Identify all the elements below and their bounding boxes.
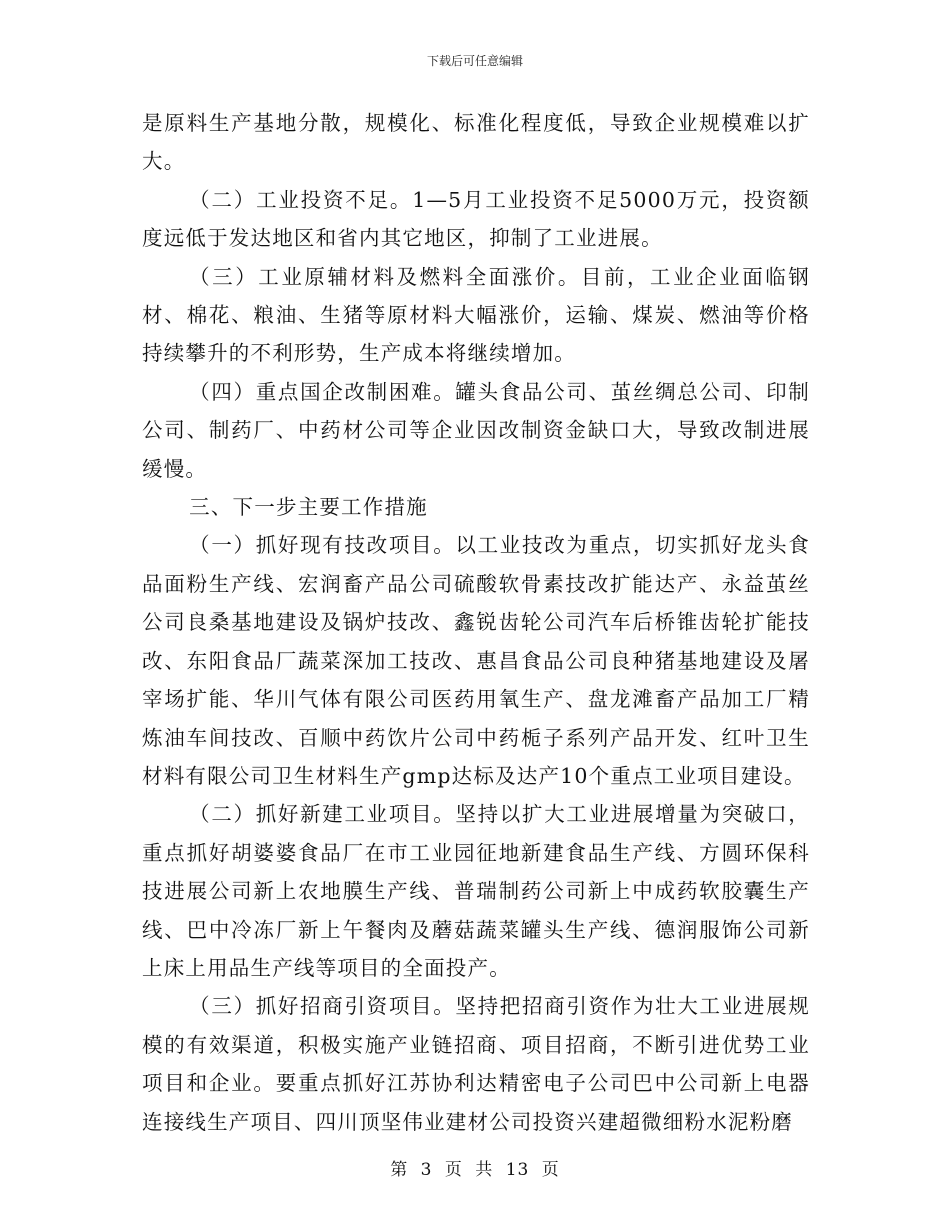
paragraph-6: （二）抓好新建工业项目。坚持以扩大工业进展增量为突破口，重点抓好胡婆婆食品厂在市工业园征地新建食品生产线、方圆环保科技进展公司新上农地膜生产线、普瑞制药公司新上中成药软胶囊生产线、巴中冷冻厂新上午餐肉及蘑菇蔬菜罐头生产线、德润服饰公司新上床上用品生产线等项目的全面投产。 xyxy=(142,802,810,980)
section-heading: 三、下一步主要工作措施 xyxy=(189,495,428,520)
footer-total-label: 共 xyxy=(475,1160,494,1180)
header-note: 下载后可任意编辑 xyxy=(426,54,523,68)
current-page-number: 3 xyxy=(420,1160,433,1180)
page-header xyxy=(0,52,950,69)
paragraph-4: （四）重点国企改制困难。罐头食品公司、茧丝绸总公司、印制公司、制药厂、中药材公司等企业因改制资金缺口大，导致改制进展缓慢。 xyxy=(142,379,810,481)
paragraph-5: （一）抓好现有技改项目。以工业技改为重点，切实抓好龙头食品面粉生产线、宏润畜产品公司硫酸软骨素技改扩能达产、永益茧丝公司良桑基地建设及锅炉技改、鑫锐齿轮公司汽车后桥锥齿轮扩能技改、东阳食品厂蔬菜深加工技改、惠昌食品公司良种猪基地建设及屠宰场扩能、华川气体有限公司医药用氧生产、盘龙滩畜产品加工厂精炼油车间技改、百顺中药饮片公司中药栀子系列产品开发、红叶卫生材料有限公司卫生材料生产gmp达标及达产10个重点工业项目建设。 xyxy=(142,533,810,788)
paragraph-3: （三）工业原辅材料及燃料全面涨价。目前，工业企业面临钢材、棉花、粮油、生猪等原材料大幅涨价，运输、煤炭、燃油等价格持续攀升的不利形势，生产成本将继续增加。 xyxy=(142,264,810,366)
footer-suffix: 页 xyxy=(541,1160,560,1180)
paragraph-7: （三）抓好招商引资项目。坚持把招商引资作为壮大工业进展规模的有效渠道，积极实施产业链招商、项目招商，不断引进优势工业项目和企业。要重点抓好江苏协利达精密电子公司巴中公司新上电器连接线生产项目、四川顶坚伟业建材公司投资兴建超微细粉水泥粉磨 xyxy=(142,994,810,1134)
footer-page-label: 页 xyxy=(444,1160,463,1180)
page-footer xyxy=(0,1155,950,1180)
paragraph-1: 是原料生产基地分散，规模化、标准化程度低，导致企业规模难以扩大。 xyxy=(142,111,810,174)
document-body xyxy=(142,104,810,1141)
total-page-count: 13 xyxy=(505,1160,530,1180)
footer-prefix: 第 xyxy=(390,1160,409,1180)
paragraph-2: （二）工业投资不足。1—5月工业投资不足5000万元，投资额度远低于发达地区和省内其它地区，抑制了工业进展。 xyxy=(142,187,810,251)
